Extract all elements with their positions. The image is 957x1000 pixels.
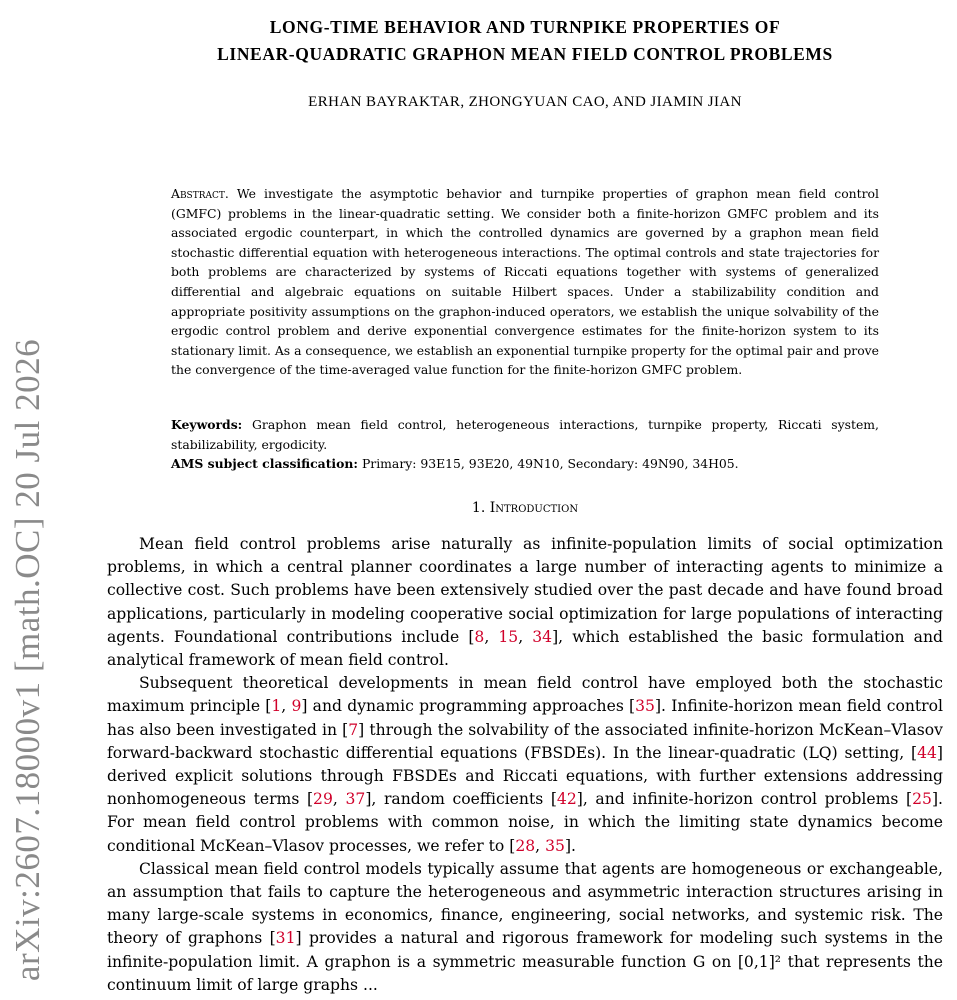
abstract-label: Abstract. [171,186,229,201]
citation-link[interactable]: 31 [275,929,296,948]
citation-link[interactable]: 28 [515,836,536,855]
paragraph-text: ], and infinite-horizon control problems [ [576,790,913,809]
citation-separator: , [535,836,546,855]
ams-text: Primary: 93E15, 93E20, 49N10, Secondary: 49N90, 34H05. [361,456,739,472]
paragraph-text: Classical mean field control models typically assume that agents are homogeneous or exchangeable, an assumption that fails to capture the heterogeneous and asymmetric interaction structures arising in many large-scale systems in economics, finance, engineering, social networks, and systemic risk. The theory of graphons [ [107,859,943,948]
citation-separator: , [332,790,346,809]
ams-label: AMS subject classification: [171,456,358,472]
title-line-1: LONG-TIME BEHAVIOR AND TURNPIKE PROPERTIES OF [269,17,781,37]
citation-link[interactable]: 15 [498,627,519,646]
citation-link[interactable]: 35 [545,836,565,855]
section-heading-introduction [110,500,940,516]
paragraph-1 [107,533,943,672]
paragraph-2 [107,672,943,858]
citation-separator: , [518,627,533,646]
citation-separator: , [281,697,292,716]
section-number: 1. [471,500,486,516]
author-list: ERHAN BAYRAKTAR, ZHONGYUAN CAO, AND JIAMIN JIAN [308,94,742,110]
citation-link[interactable]: 7 [348,720,359,739]
citation-link[interactable]: 1 [271,697,282,716]
citation-link[interactable]: 37 [345,790,366,809]
keywords-line [171,415,879,454]
introduction-body [107,533,943,997]
abstract-text: We investigate the asymptotic behavior and turnpike properties of graphon mean field control (GMFC) problems in the linear-quadratic setting. We consider both a finite-horizon GMFC problem and its associated ergodic counterpart, in which the controlled dynamics are governed by a graphon mean field stochastic differential equation with heterogeneous interactions. The optimal controls and state trajectories for both problems are characterized by systems of Riccati equations together with systems of generalized differential and algebraic equations on suitable Hilbert spaces. Under a stabilizability condition and appropriate positivity assumptions on the graphon-induced operators, we establish the unique solvability of the ergodic control problem and derive exponential convergence estimates for the finite-horizon system to its stationary limit. As a consequence, we establish an exponential turnpike property for the optimal pair and prove the convergence of the time-averaged value function for the finite-horizon GMFC problem. [171,186,879,378]
paragraph-text: ], which established the basic formulation and analytical framework of mean field control. [107,627,943,670]
citation-link[interactable]: 44 [917,743,937,762]
arxiv-identifier-stamp [4,0,52,1000]
paragraph-text: ] derived explicit solutions through FBSDEs and Riccati equations, with further extensions addressing nonhomogeneous terms [ [107,743,943,809]
paragraph-3 [107,858,943,997]
keywords-block [171,415,879,474]
paragraph-text: ], random coefficients [ [365,790,557,809]
paragraph-text: Subsequent theoretical developments in mean field control have employed both the stochastic maximum principle [ [107,674,943,716]
paragraph-text: ]. For mean field control problems with common noise, in which the limiting state dynamics become conditional McKean–Vlasov processes, we refer to [ [107,790,943,855]
section-title: Introduction [489,500,579,516]
citation-link[interactable]: 25 [912,790,932,809]
keywords-text: Graphon mean field control, heterogeneous interactions, turnpike property, Riccati system, stabilizability, ergodicity. [171,417,879,452]
title-line-2: LINEAR-QUADRATIC GRAPHON MEAN FIELD CONTROL PROBLEMS [217,44,833,64]
citation-link[interactable]: 35 [635,697,655,716]
citation-link[interactable]: 34 [532,627,553,646]
abstract [171,184,879,380]
paragraph-text: ] and dynamic programming approaches [ [301,697,636,716]
ams-classification-line [171,454,879,474]
citation-link[interactable]: 42 [556,790,577,809]
citation-link[interactable]: 9 [291,697,302,716]
paragraph-text: Mean field control problems arise naturally as infinite-population limits of social optimization problems, in which a central planner coordinates a large number of interacting agents to minimize a collective cost. Such problems have been extensively studied over the past decade and have found broad applications, particularly in modeling cooperative social optimization for large populations of interacting agents. Foundational contributions include [ [107,535,943,646]
citation-link[interactable]: 29 [313,790,333,809]
keywords-label: Keywords: [171,417,243,432]
citation-separator: , [484,627,499,646]
paragraph-text: ]. [564,836,576,855]
citation-link[interactable]: 8 [474,627,485,646]
paragraph-text: ] through the solvability of the associated infinite-horizon McKean–Vlasov forward-backward stochastic differential equations (FBSDEs). In the linear-quadratic (LQ) setting, [ [107,720,943,762]
arxiv-identifier-text: arXiv:2607.18000v1 [math.OC] 20 Jul 2026 [8,338,47,982]
paragraph-text: ] provides a natural and rigorous framework for modeling such systems in the infinite-population limit. A graphon is a symmetric measurable function G on [0,1]² that represents the continuum limit of large graphs ... [107,929,943,994]
paragraph-text: ]. Infinite-horizon mean field control has also been investigated in [ [107,697,943,739]
paper-title [110,14,940,68]
